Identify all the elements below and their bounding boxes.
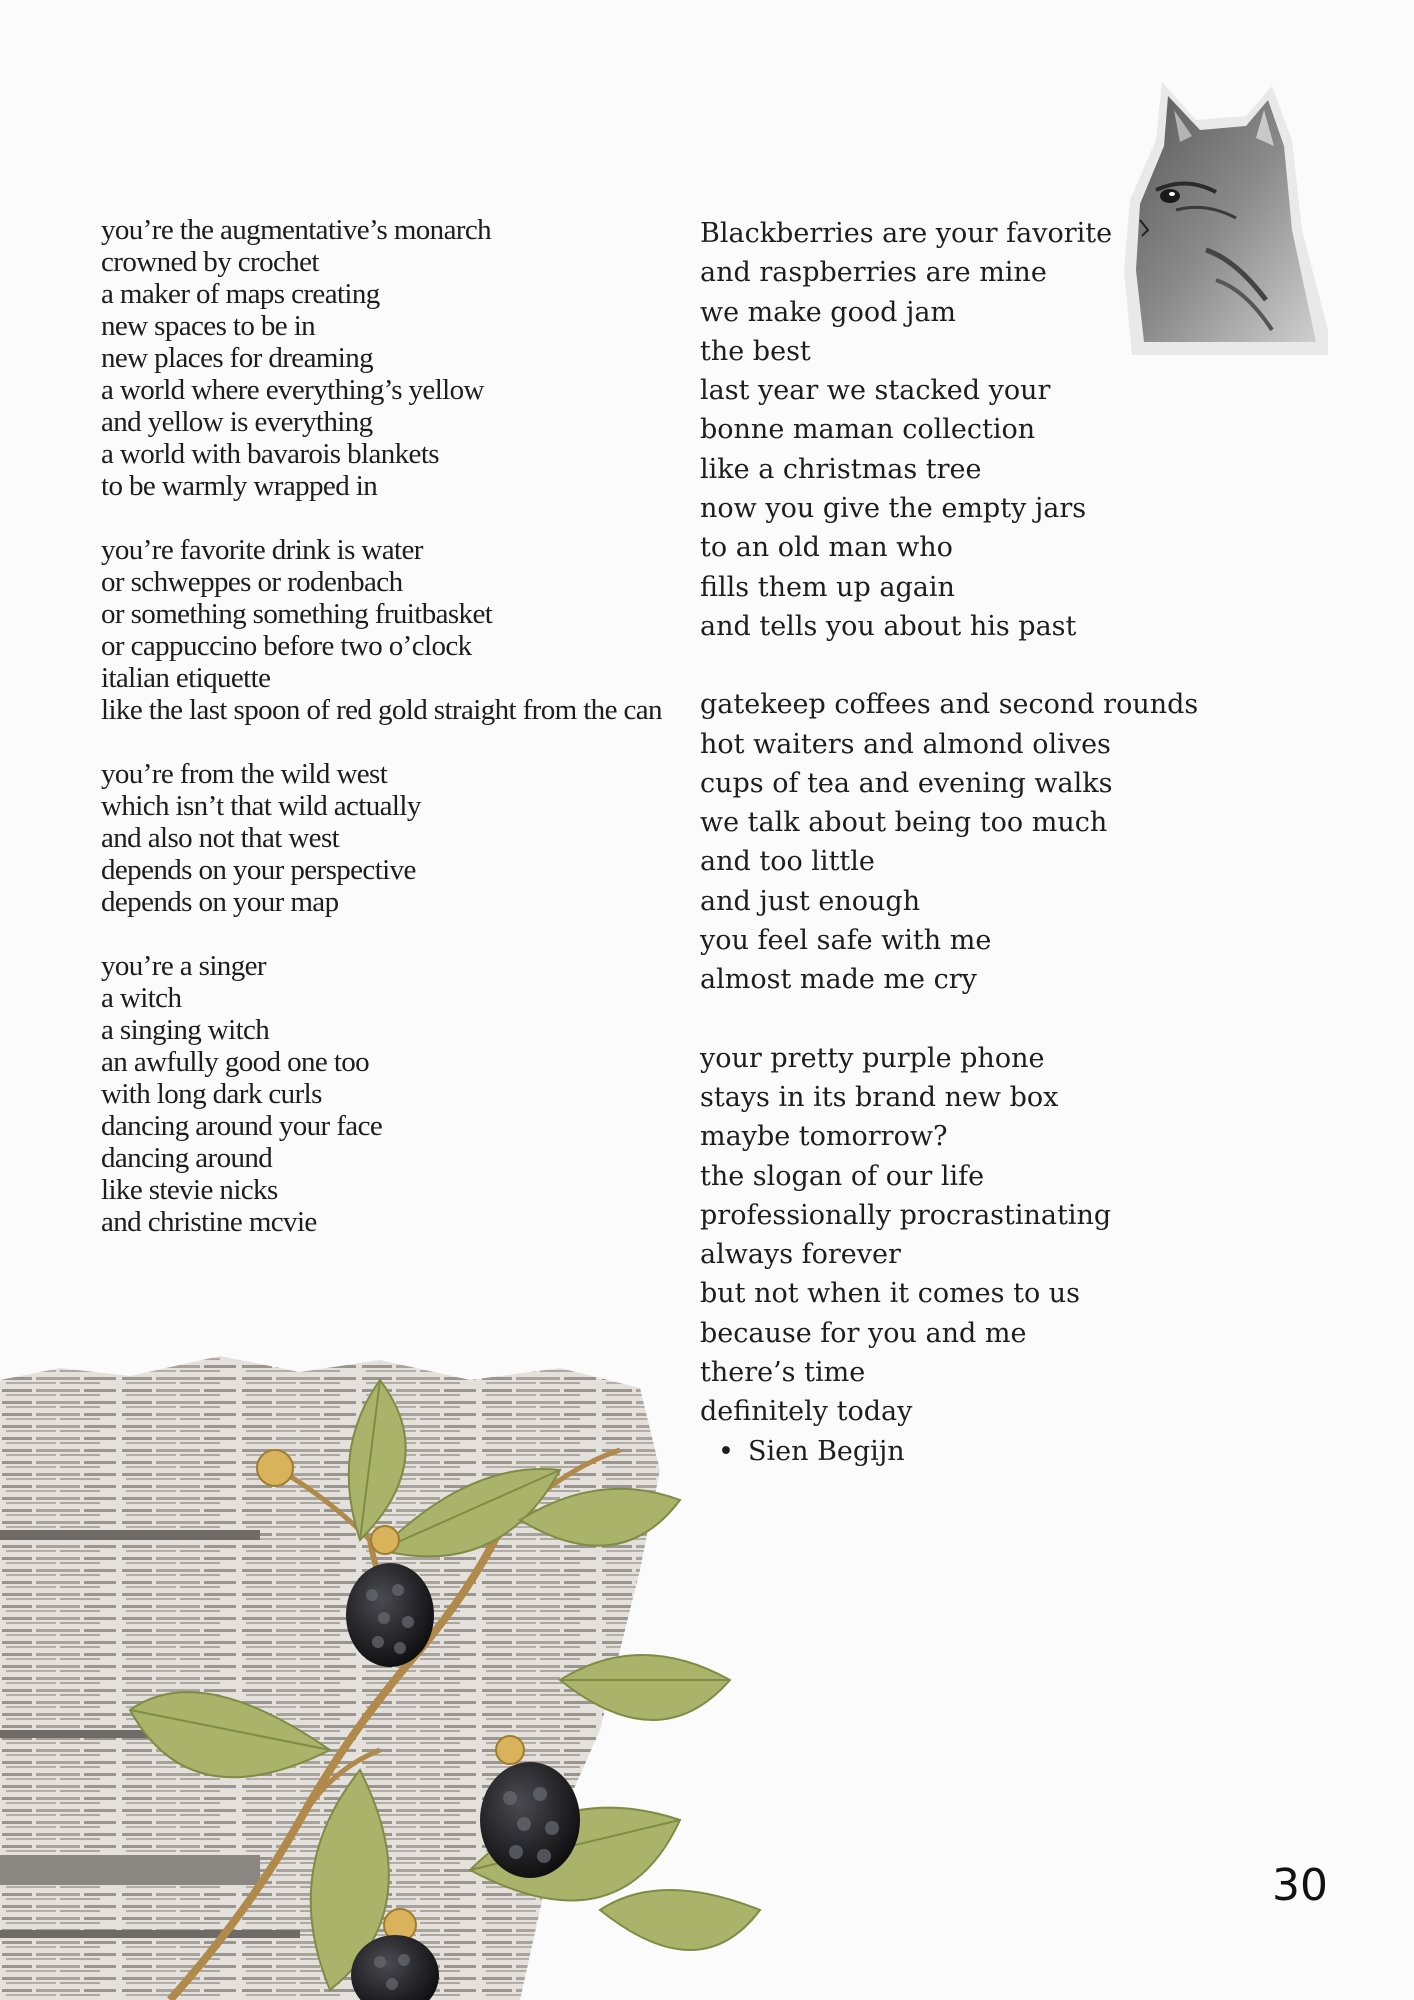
- right-stanza-2: [700, 685, 1260, 999]
- poem-line: you feel safe with me: [700, 925, 992, 957]
- poem-line: a witch: [101, 982, 182, 1014]
- poem-line: you’re favorite drink is water: [101, 534, 423, 566]
- left-poem-column: [101, 214, 701, 1270]
- poem-line: your pretty purple phone: [700, 1042, 1045, 1074]
- poem-line: depends on your map: [101, 886, 339, 918]
- poem-line: hot waiters and almond olives: [700, 728, 1111, 760]
- poem-line: or something something fruitbasket: [101, 598, 493, 630]
- poem-line: new spaces to be in: [101, 310, 316, 342]
- poem-line: and christine mcvie: [101, 1206, 317, 1238]
- poem-line: like a christmas tree: [700, 453, 982, 485]
- poem-line: depends on your perspective: [101, 854, 416, 886]
- poem-line: cups of tea and evening walks: [700, 767, 1113, 799]
- poem-line: you’re from the wild west: [101, 758, 388, 790]
- poem-line: definitely today: [700, 1396, 913, 1428]
- left-stanza-1: [101, 214, 701, 502]
- poem-line: because for you and me: [700, 1317, 1027, 1349]
- poem-line: a world with bavarois blankets: [101, 438, 439, 470]
- poem-line: and also not that west: [101, 822, 340, 854]
- poem-line: professionally procrastinating: [700, 1199, 1112, 1231]
- poem-line: a maker of maps creating: [101, 278, 380, 310]
- poem-line: to an old man who: [700, 532, 953, 564]
- author-name: Sien Begijn: [748, 1435, 905, 1467]
- poem-line: Blackberries are your favorite: [700, 218, 1113, 249]
- poem-line: italian etiquette: [101, 662, 271, 694]
- poem-line: and tells you about his past: [700, 610, 1077, 642]
- poem-line: or schweppes or rodenbach: [101, 566, 403, 598]
- poem-line: fills them up again: [700, 571, 955, 603]
- poem-line: you’re the augmentative’s monarch: [101, 214, 492, 246]
- poem-line: gatekeep coffees and second rounds: [700, 689, 1199, 721]
- poem-line: an awfully good one too: [101, 1046, 370, 1078]
- poem-line: and raspberries are mine: [700, 257, 1047, 289]
- poem-line: a singing witch: [101, 1014, 270, 1046]
- poem-line: or cappuccino before two o’clock: [101, 630, 472, 662]
- poem-line: with long dark curls: [101, 1078, 322, 1110]
- poem-line: new places for dreaming: [101, 342, 374, 374]
- left-stanza-2: [101, 534, 701, 726]
- poem-line: to be warmly wrapped in: [101, 470, 378, 502]
- left-stanza-3: [101, 758, 701, 918]
- poem-line: dancing around your face: [101, 1110, 383, 1142]
- poem-line: there’s time: [700, 1357, 866, 1389]
- poem-line: now you give the empty jars: [700, 493, 1087, 525]
- poem-line: we make good jam: [700, 296, 957, 328]
- poem-line: like stevie nicks: [101, 1174, 278, 1206]
- poem-line: the best: [700, 335, 811, 367]
- poem-line: bonne maman collection: [700, 414, 1036, 446]
- poem-line: which isn’t that wild actually: [101, 790, 421, 822]
- poem-line: but not when it comes to us: [700, 1278, 1081, 1310]
- poem-line: and just enough: [700, 885, 921, 917]
- poem-line: last year we stacked your: [700, 375, 1051, 407]
- bullet-icon: •: [718, 1435, 734, 1467]
- poem-line: almost made me cry: [700, 964, 977, 996]
- poem-line: crowned by crochet: [101, 246, 319, 278]
- cat-image: [1096, 80, 1328, 360]
- right-poem-column: [700, 214, 1260, 1471]
- poem-line: dancing around: [101, 1142, 273, 1174]
- page-number: 30: [1272, 1860, 1328, 1911]
- poem-line: stays in its brand new box: [700, 1081, 1059, 1113]
- poem-line: the slogan of our life: [700, 1160, 985, 1192]
- poem-line: always forever: [700, 1239, 901, 1271]
- poem-line: we talk about being too much: [700, 807, 1108, 839]
- poem-line: and too little: [700, 846, 875, 878]
- poem-line: maybe tomorrow?: [700, 1121, 948, 1153]
- poem-line: you’re a singer: [101, 950, 266, 982]
- poem-line: and yellow is everything: [101, 406, 373, 438]
- poem-line: a world where everything’s yellow: [101, 374, 484, 406]
- blackberry-collage-image: [0, 1350, 800, 2000]
- left-stanza-4: [101, 950, 701, 1238]
- poem-line: like the last spoon of red gold straight from the can: [101, 694, 662, 726]
